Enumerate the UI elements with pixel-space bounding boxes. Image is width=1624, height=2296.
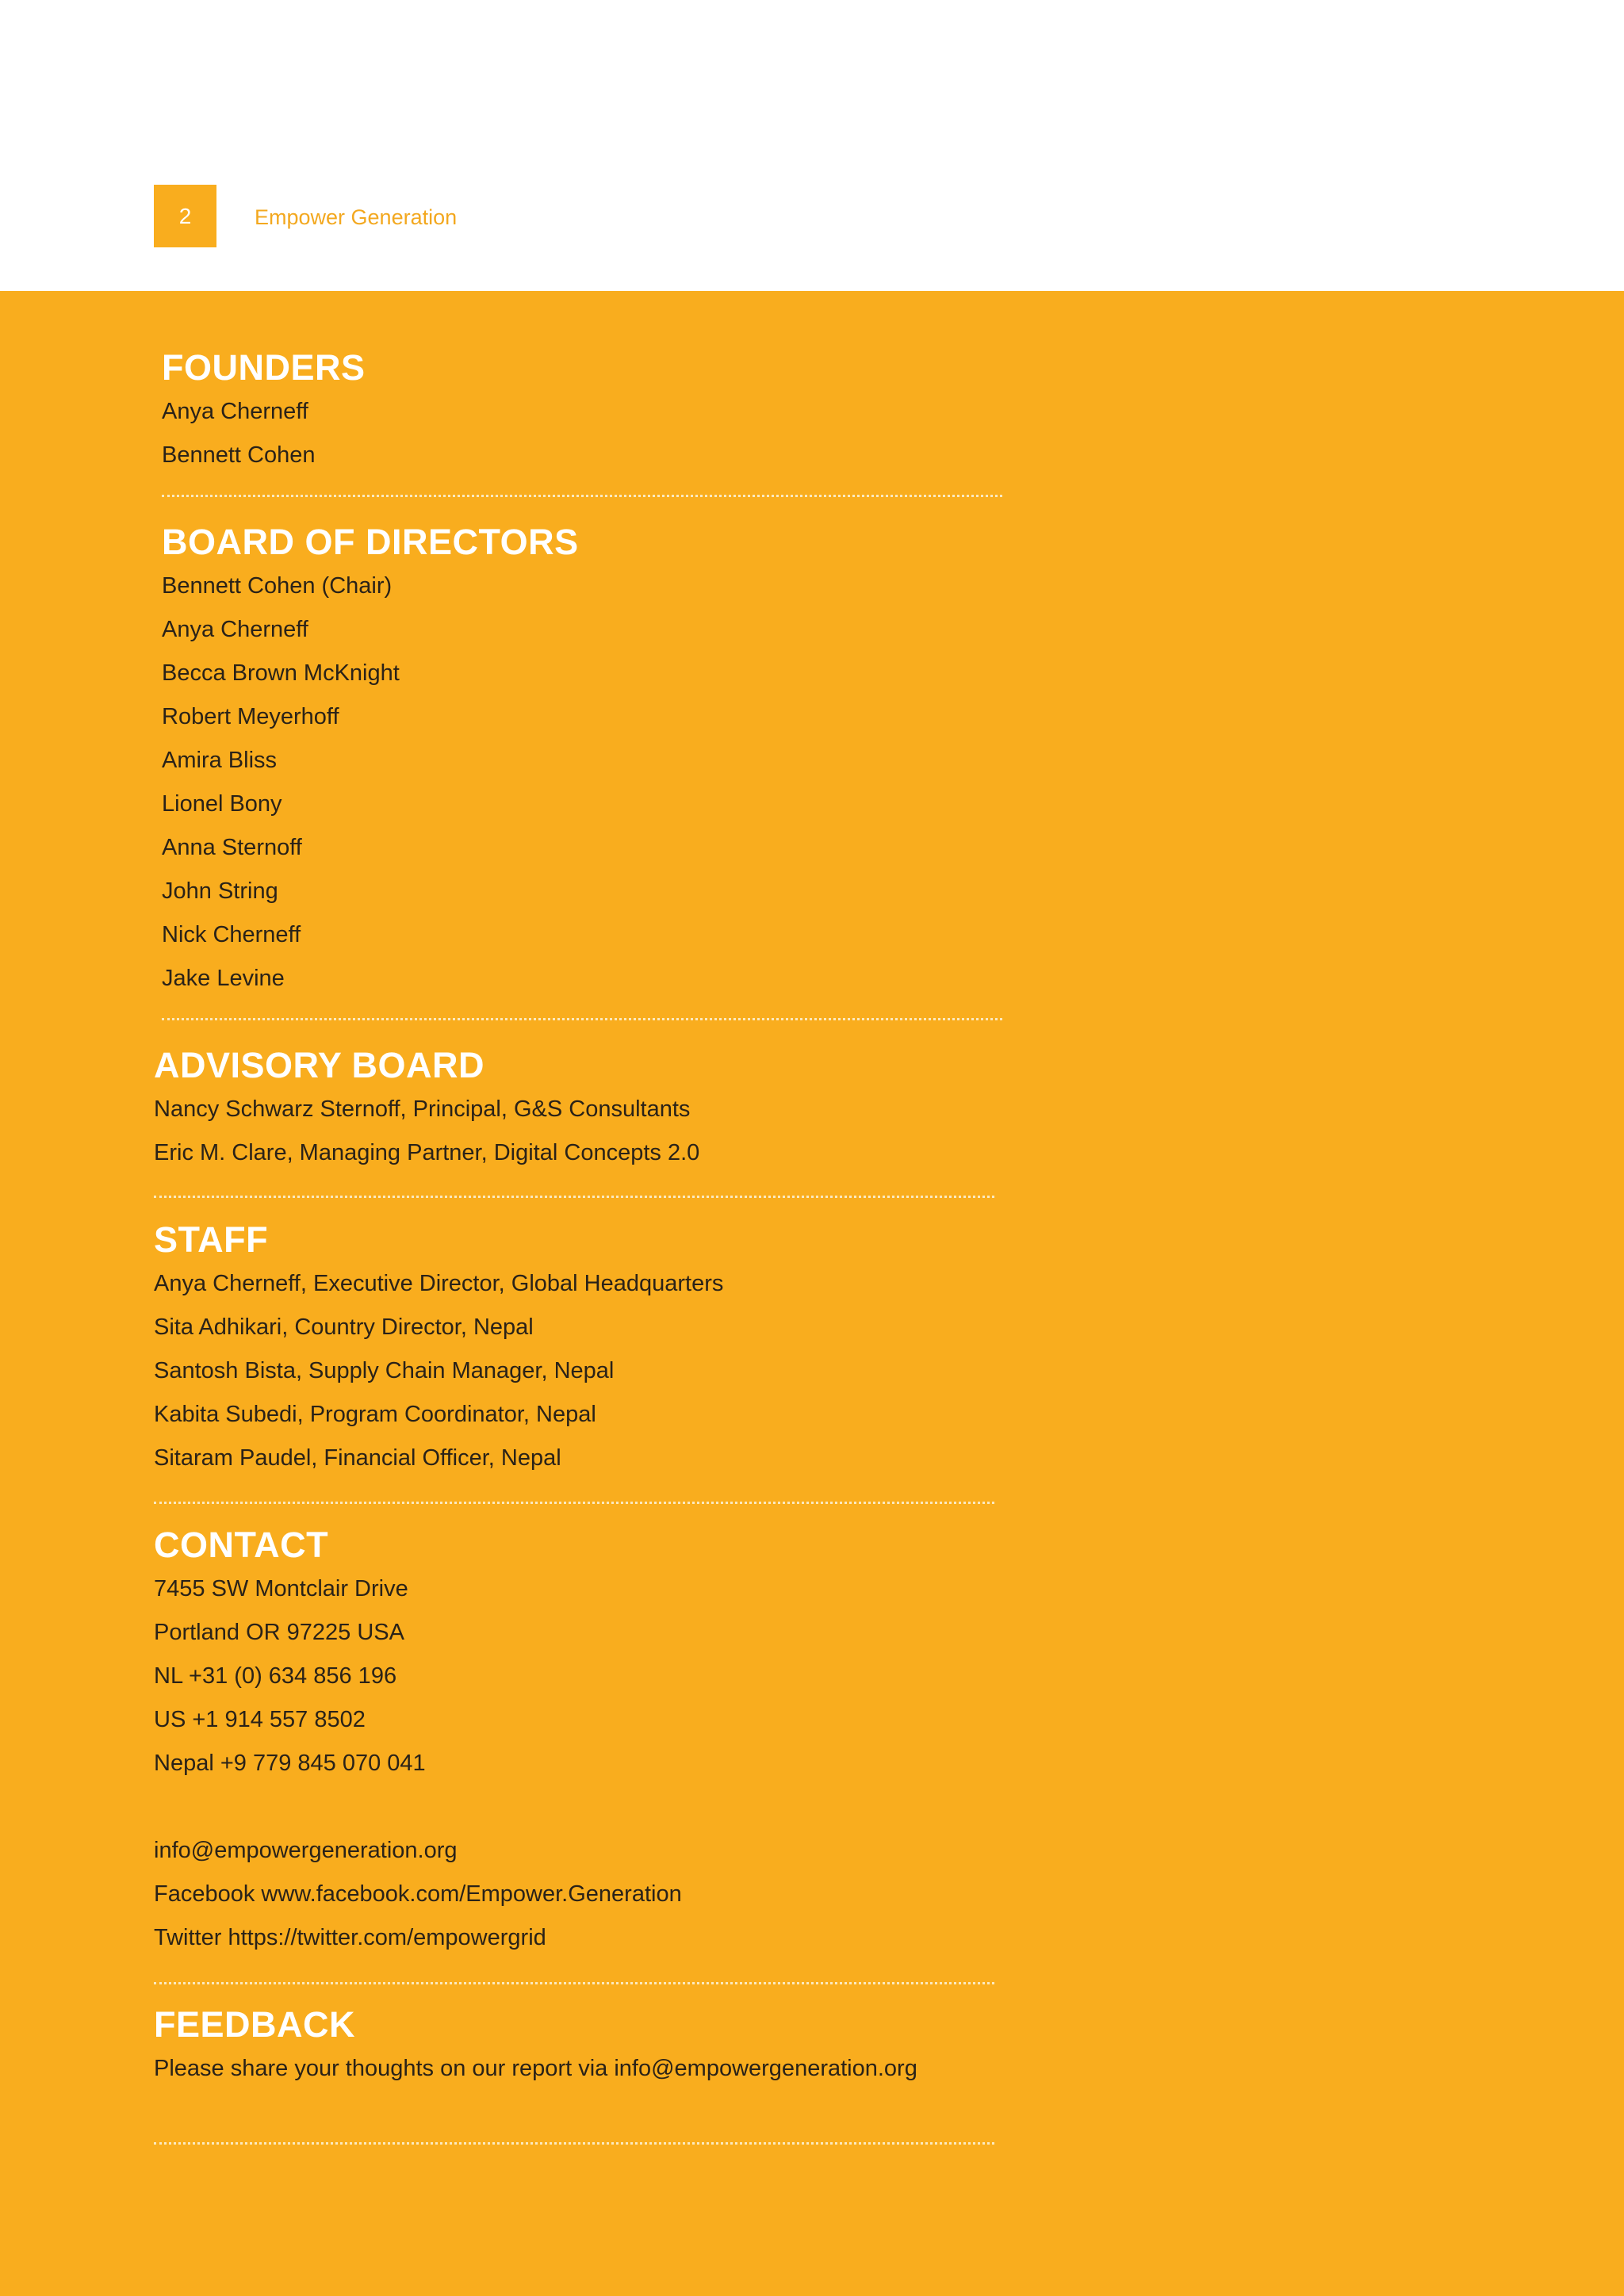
list-item: Sita Adhikari, Country Director, Nepal [154, 1314, 534, 1340]
advisory-heading: ADVISORY BOARD [154, 1045, 485, 1085]
address-line: Portland OR 97225 USA [154, 1620, 404, 1645]
list-item: John String [162, 878, 278, 904]
page-header [0, 0, 1624, 291]
staff-heading: STAFF [154, 1219, 269, 1260]
contact-heading: CONTACT [154, 1525, 329, 1565]
phone-nl: NL +31 (0) 634 856 196 [154, 1663, 397, 1689]
page-number: 2 [178, 203, 192, 228]
list-item: Anya Cherneff, Executive Director, Global Headquarters [154, 1271, 724, 1296]
list-item: Sitaram Paudel, Financial Officer, Nepal [154, 1445, 561, 1471]
list-item: Anya Cherneff [162, 399, 308, 424]
document-title: Empower Generation [255, 205, 458, 229]
list-item: Amira Bliss [162, 748, 278, 773]
list-item: Nick Cherneff [162, 922, 301, 947]
list-item: Anya Cherneff [162, 617, 308, 642]
email-link[interactable]: info@empowergeneration.org [154, 1838, 458, 1863]
phone-us: US +1 914 557 8502 [154, 1707, 366, 1732]
spacer [154, 1785, 994, 1829]
list-item: Bennett Cohen [162, 442, 316, 468]
list-item: Jake Levine [162, 966, 285, 991]
contact-section [154, 1523, 994, 1960]
facebook-link[interactable]: Facebook www.facebook.com/Empower.Generation [154, 1881, 682, 1907]
phone-nepal: Nepal +9 779 845 070 041 [154, 1751, 426, 1776]
founders-section [162, 346, 1002, 477]
address-line: 7455 SW Montclair Drive [154, 1576, 408, 1601]
list-item: Lionel Bony [162, 791, 282, 817]
list-item: Becca Brown McKnight [162, 660, 400, 686]
board-section [162, 520, 1002, 1001]
list-item: Eric M. Clare, Managing Partner, Digital Concepts 2.0 [154, 1140, 700, 1165]
feedback-section [154, 2003, 994, 2091]
section-divider [162, 1018, 1002, 1020]
twitter-link[interactable]: Twitter https://twitter.com/empowergrid [154, 1925, 546, 1950]
founders-list [162, 390, 1002, 477]
list-item: Kabita Subedi, Program Coordinator, Nepal [154, 1402, 596, 1427]
list-item: Nancy Schwarz Sternoff, Principal, G&S Consultants [154, 1096, 691, 1122]
feedback-text: Please share your thoughts on our report via info@empowergeneration.org [154, 2056, 917, 2081]
feedback-list [154, 2047, 994, 2091]
board-list [162, 564, 1002, 1001]
board-heading: BOARD OF DIRECTORS [162, 522, 579, 562]
section-divider [154, 1982, 994, 1984]
section-divider [154, 1502, 994, 1504]
list-item: Bennett Cohen (Chair) [162, 573, 393, 599]
list-item: Anna Sternoff [162, 835, 302, 860]
staff-list [154, 1262, 994, 1480]
section-divider [154, 1196, 994, 1198]
page-number-badge [154, 185, 216, 247]
section-divider [162, 495, 1002, 497]
list-item: Robert Meyerhoff [162, 704, 339, 729]
founders-heading: FOUNDERS [162, 347, 366, 388]
staff-section [154, 1218, 994, 1480]
list-item: Santosh Bista, Supply Chain Manager, Nepal [154, 1358, 615, 1383]
contact-list [154, 1567, 994, 1960]
feedback-heading: FEEDBACK [154, 2004, 356, 2045]
advisory-list [154, 1088, 994, 1175]
advisory-section [154, 1043, 994, 1175]
section-divider [154, 2142, 994, 2145]
